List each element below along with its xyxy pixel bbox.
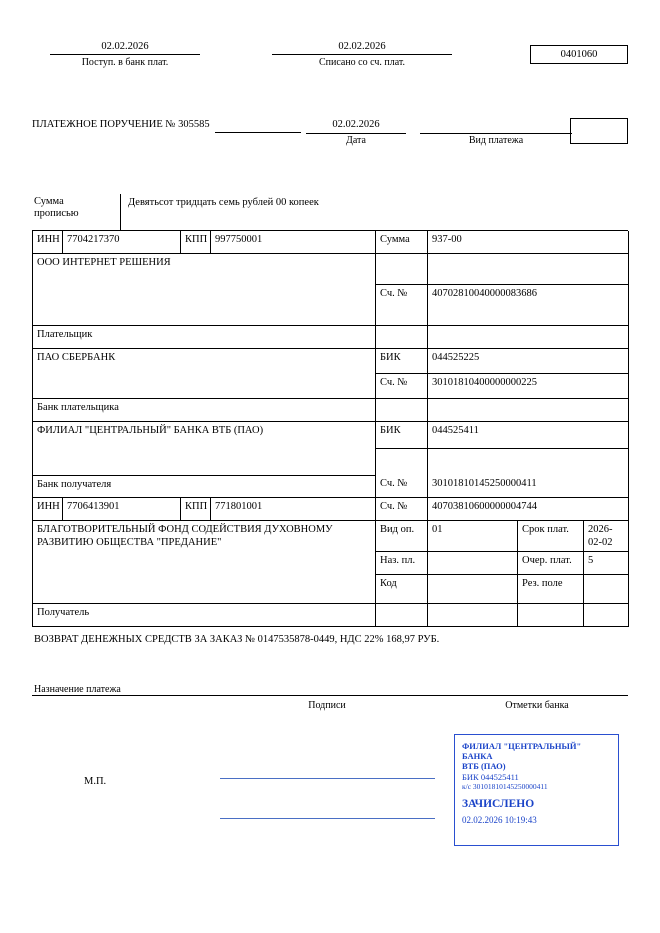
op-kind-label: Вид оп. <box>376 521 428 552</box>
main-grid <box>32 231 629 627</box>
payee-caption-spacer-2 <box>428 604 518 627</box>
payee-inn-row <box>33 498 629 521</box>
payee-bank-bik-label: БИК <box>376 422 428 449</box>
document-date-caption: Дата <box>346 135 366 146</box>
payer-account-label-spacer <box>376 254 428 285</box>
reserve-label: Рез. поле <box>518 575 584 604</box>
bank-stamp-status: ЗАЧИСЛЕНО <box>462 798 535 810</box>
signature-line-1 <box>220 778 435 779</box>
payer-bank-account-value: 30101810400000000225 <box>428 374 629 399</box>
code-value <box>428 575 518 604</box>
payer-account-spacer <box>428 254 629 285</box>
queue-label: Очер. плат. <box>518 552 584 575</box>
payer-inn-value: 7704217370 <box>63 231 181 254</box>
code-label: Код <box>376 575 428 604</box>
written-off-block <box>272 40 452 69</box>
payer-name-row <box>33 254 629 285</box>
payer-bank-account-label: Сч. № <box>376 374 428 399</box>
payee-bank-account-label: Сч. № <box>376 475 428 498</box>
payee-account-label: Сч. № <box>376 498 428 521</box>
payee-bank-spacer-1 <box>376 449 428 476</box>
payer-name: ООО ИНТЕРНЕТ РЕШЕНИЯ <box>33 254 376 326</box>
payer-caption: Плательщик <box>33 326 376 349</box>
payer-inn-label: ИНН <box>33 231 63 254</box>
payment-purpose-caption: Назначение платежа <box>34 684 121 695</box>
op-kind-value: 01 <box>428 521 518 552</box>
payee-inn-label: ИНН <box>33 498 63 521</box>
payer-caption-spacer-2 <box>428 326 629 349</box>
payer-bank-name-row <box>33 349 629 374</box>
bank-stamp-line-2: ВТБ (ПАО) <box>462 761 506 771</box>
amount-in-words-label-2: прописью <box>34 208 79 219</box>
payee-kpp-value: 771801001 <box>211 498 376 521</box>
bank-stamp-bik: БИК 044525411 <box>462 772 519 782</box>
bank-stamp-account: к/с 30101810145250000411 <box>462 782 548 791</box>
payee-bank-bik-value: 044525411 <box>428 422 629 449</box>
amount-in-words-divider <box>120 194 121 230</box>
page-title: ПЛАТЕЖНОЕ ПОРУЧЕНИЕ № 305585 <box>32 119 210 130</box>
payee-name-line-2: РАЗВИТИЮ ОБЩЕСТВА "ПРЕДАНИЕ" <box>37 537 222 548</box>
signature-line-2 <box>220 818 435 819</box>
payer-bank-caption-spacer-2 <box>428 399 629 422</box>
bank-stamp <box>454 734 619 846</box>
payer-kpp-value: 997750001 <box>211 231 376 254</box>
payee-bank-name-row <box>33 422 629 449</box>
payee-bank-account-value: 30101810145250000411 <box>428 475 629 498</box>
queue-value: 5 <box>584 552 629 575</box>
payer-inn-row <box>33 231 629 254</box>
amount-label: Сумма <box>376 231 428 254</box>
bank-marks-caption: Отметки банка <box>505 700 569 711</box>
payer-bank-name: ПАО СБЕРБАНК <box>33 349 376 399</box>
payment-purpose-block <box>32 627 628 695</box>
payee-caption-row <box>33 604 629 627</box>
amount-in-words-value: Девятьсот тридцать семь рублей 00 копеек <box>128 197 319 208</box>
received-caption: Поступ. в банк плат. <box>81 57 169 68</box>
payer-account-value: 40702810040000083686 <box>428 285 629 326</box>
payer-bank-bik-label: БИК <box>376 349 428 374</box>
payer-bank-caption-spacer-1 <box>376 399 428 422</box>
payee-caption-spacer-3 <box>518 604 584 627</box>
payee-name <box>33 521 376 604</box>
payee-caption-spacer-4 <box>584 604 629 627</box>
payment-purpose-text: ВОЗВРАТ ДЕНЕЖНЫХ СРЕДСТВ ЗА ЗАКАЗ № 0147535878-0449, НДС 22% 168,97 РУБ. <box>34 634 440 645</box>
payee-caption-spacer-1 <box>376 604 428 627</box>
reserve-value <box>584 575 629 604</box>
form-code: 0401060 <box>530 45 628 64</box>
payee-bank-caption-row <box>33 475 629 498</box>
signatures-caption: Подписи <box>308 700 346 711</box>
amount-value: 937-00 <box>428 231 629 254</box>
payer-bank-bik-value: 044525225 <box>428 349 629 374</box>
document-date: 02.02.2026 <box>306 118 406 134</box>
amount-in-words-label-1: Сумма <box>34 196 64 207</box>
written-off-caption: Списано со сч. плат. <box>318 57 406 68</box>
payee-caption: Получатель <box>33 604 376 627</box>
term-value: 2026-02-02 <box>584 521 629 552</box>
payer-kpp-label: КПП <box>181 231 211 254</box>
payer-account-label: Сч. № <box>376 285 428 326</box>
payee-bank-caption: Банк получателя <box>33 475 376 498</box>
document-header-row <box>32 40 628 80</box>
payee-kpp-label: КПП <box>181 498 211 521</box>
written-off-date: 02.02.2026 <box>272 40 452 55</box>
amount-in-words-label <box>34 196 112 220</box>
payee-bank-name: ФИЛИАЛ "ЦЕНТРАЛЬНЫЙ" БАНКА ВТБ (ПАО) <box>33 422 376 476</box>
signature-area <box>32 696 628 886</box>
received-block <box>50 40 200 69</box>
purpose-code-value <box>428 552 518 575</box>
term-label: Срок плат. <box>518 521 584 552</box>
received-date: 02.02.2026 <box>50 40 200 55</box>
payee-name-line-1: БЛАГОТВОРИТЕЛЬНЫЙ ФОНД СОДЕЙСТВИЯ ДУХОВНОМУ <box>37 524 333 535</box>
purpose-code-label: Наз. пл. <box>376 552 428 575</box>
payee-name-row <box>33 521 629 552</box>
payment-kind-box <box>570 118 628 144</box>
payer-caption-row <box>33 326 629 349</box>
payer-bank-caption-row <box>33 399 629 422</box>
title-block <box>32 118 628 158</box>
title-number-rule <box>215 132 301 133</box>
payee-account-value: 40703810600000004744 <box>428 498 629 521</box>
document-sheet <box>32 40 628 886</box>
payer-caption-spacer-1 <box>376 326 428 349</box>
payee-inn-value: 7706413901 <box>63 498 181 521</box>
payment-kind-value <box>420 118 572 134</box>
stamp-place-label: М.П. <box>84 776 107 787</box>
bank-stamp-line-1: ФИЛИАЛ "ЦЕНТРАЛЬНЫЙ" БАНКА <box>462 741 582 761</box>
payer-bank-caption: Банк плательщика <box>33 399 376 422</box>
payment-kind-caption: Вид платежа <box>468 135 524 146</box>
bank-stamp-datetime: 02.02.2026 10:19:43 <box>462 815 537 825</box>
amount-in-words-row <box>32 194 628 231</box>
payee-bank-spacer-2 <box>428 449 629 476</box>
